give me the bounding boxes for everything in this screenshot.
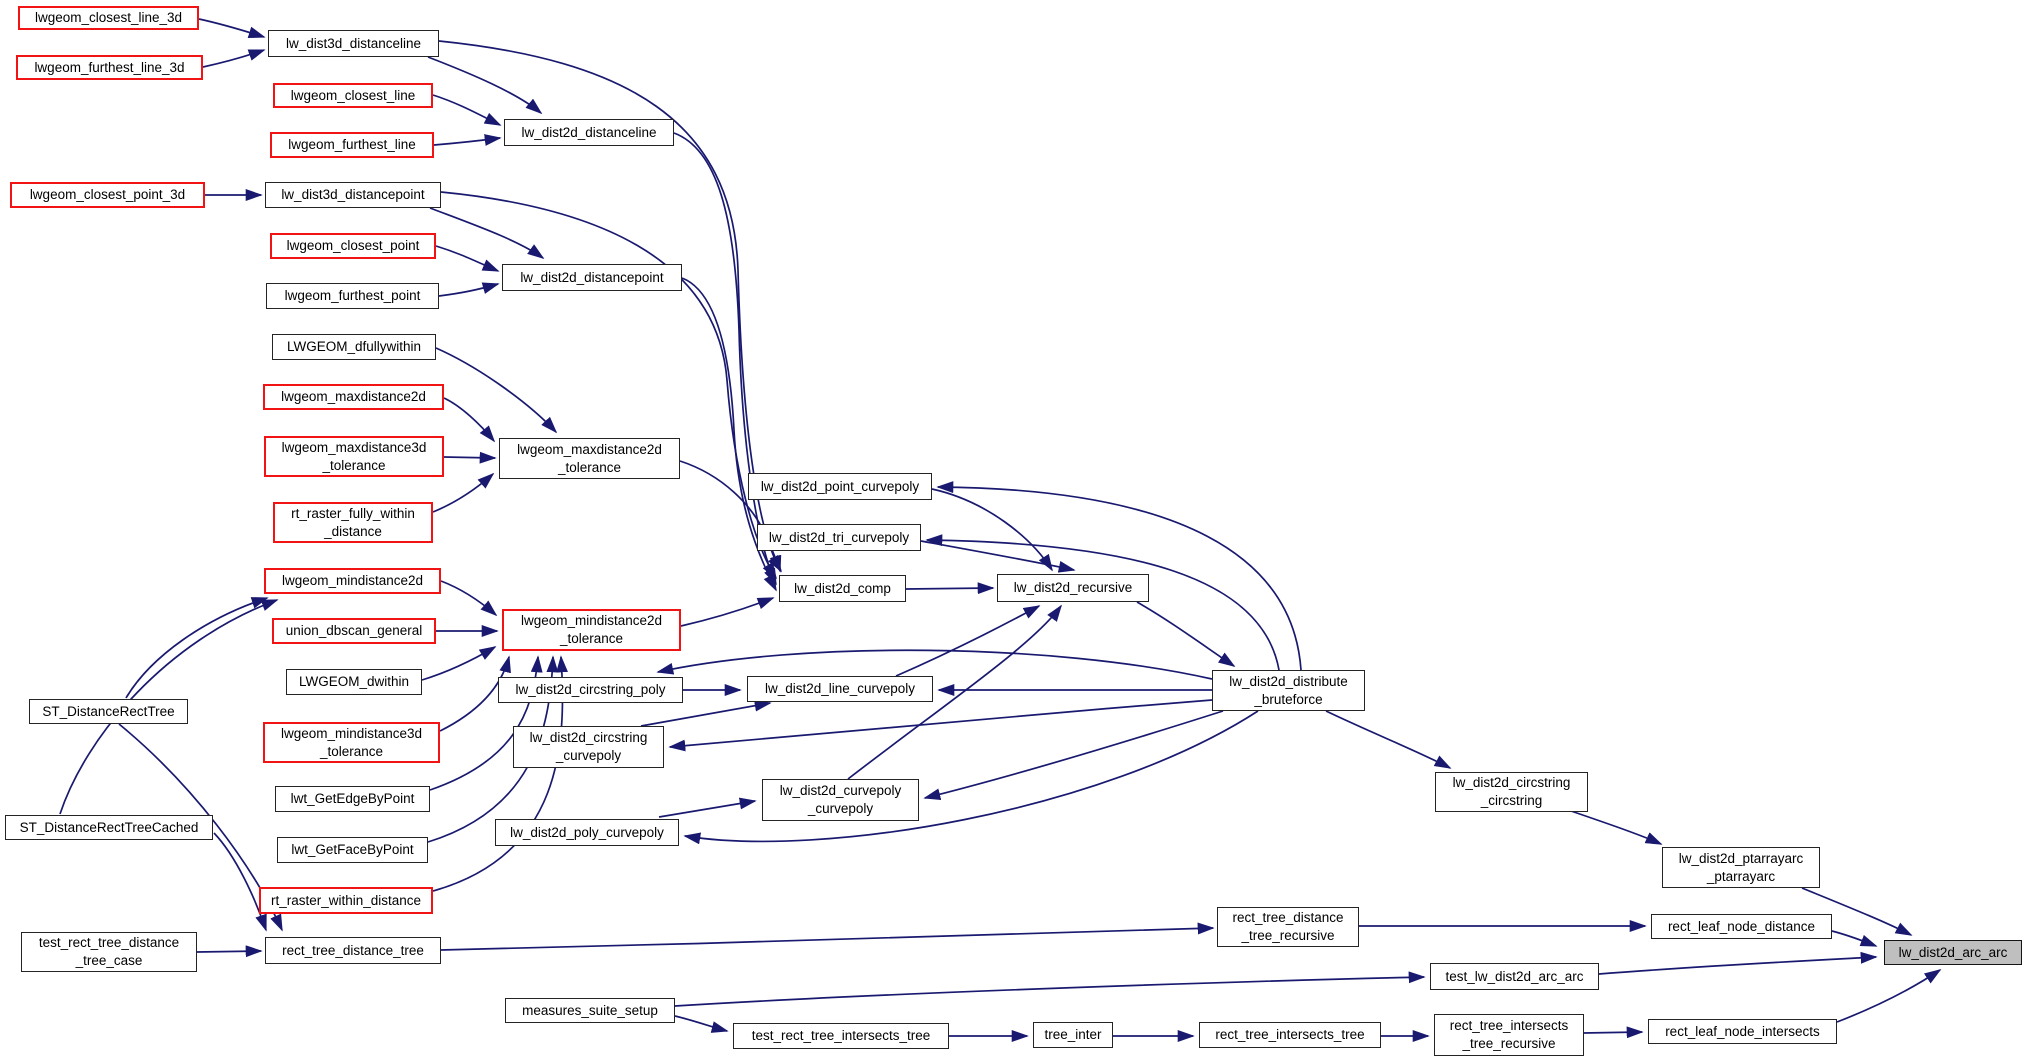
node-LWGEOM_dwithin[interactable] — [286, 669, 422, 695]
node-lwgeom_mindistance3d_tolerance[interactable] — [263, 722, 440, 763]
node-label: lw_dist2d_curvepoly — [779, 783, 902, 799]
node-label: lw_dist2d_circstring_poly — [515, 682, 666, 698]
node-lw_dist2d_circstring_circstring[interactable] — [1435, 772, 1588, 812]
node-label: rect_leaf_node_intersects — [1665, 1023, 1820, 1039]
node-label: lwgeom_closest_line_3d — [34, 10, 183, 26]
node-lwgeom_maxdistance2d[interactable] — [263, 384, 444, 410]
node-lw_dist3d_distancepoint[interactable] — [265, 182, 441, 208]
node-rect_tree_intersects_tree_recursive[interactable] — [1434, 1014, 1584, 1056]
node-tree_inter[interactable] — [1033, 1022, 1113, 1048]
node-label: measures_suite_setup — [522, 1002, 658, 1018]
node-label: lwgeom_furthest_line — [288, 137, 416, 153]
node-lw_dist2d_circstring_curvepoly[interactable] — [513, 726, 664, 768]
node-label: _ptarrayarc — [1706, 868, 1776, 884]
node-label: test_rect_tree_distance — [38, 935, 180, 951]
node-label: rect_tree_intersects — [1449, 1018, 1569, 1034]
node-label: lwt_GetFaceByPoint — [291, 842, 414, 858]
node-label: lw_dist2d_circstring — [1452, 775, 1571, 791]
node-label: LWGEOM_dwithin — [298, 674, 410, 690]
node-label: _tolerance — [322, 457, 386, 473]
node-lw_dist2d_poly_curvepoly[interactable] — [495, 819, 679, 846]
node-test_rect_tree_distance_tree_case[interactable] — [21, 932, 197, 972]
node-lw_dist2d_distanceline[interactable] — [504, 119, 674, 146]
node-label: union_dbscan_general — [285, 623, 423, 639]
node-label: ST_DistanceRectTree — [42, 703, 175, 719]
node-lw_dist2d_circstring_poly[interactable] — [498, 677, 683, 703]
node-union_dbscan_general[interactable] — [272, 618, 436, 644]
node-label: _curvepoly — [555, 748, 622, 763]
node-label: _circstring — [1480, 793, 1543, 808]
node-label: _tree_recursive — [1462, 1036, 1556, 1051]
node-lw_dist2d_arc_arc — [1884, 940, 2022, 965]
node-rect_tree_distance_tree_recursive[interactable] — [1217, 907, 1359, 947]
node-label: lw_dist2d_arc_arc — [1898, 944, 2008, 960]
node-label: lw_dist2d_point_curvepoly — [760, 478, 920, 494]
node-label: lwgeom_mindistance3d — [280, 725, 423, 741]
node-label: lw_dist2d_circstring — [529, 730, 648, 746]
node-label: lwgeom_maxdistance2d — [281, 389, 426, 405]
node-lw_dist2d_line_curvepoly[interactable] — [747, 676, 933, 702]
node-label: lwgeom_closest_point — [286, 238, 420, 254]
node-lw_dist2d_recursive[interactable] — [997, 574, 1149, 602]
node-label: lwgeom_mindistance2d — [281, 573, 424, 589]
node-lwgeom_furthest_line_3d[interactable] — [16, 55, 203, 80]
node-label: tree_inter — [1044, 1027, 1102, 1043]
node-lwgeom_mindistance2d_tolerance[interactable] — [502, 609, 681, 651]
node-label: lwgeom_maxdistance3d — [281, 439, 427, 455]
node-label: lwgeom_furthest_line_3d — [34, 59, 185, 75]
node-rt_raster_within_distance[interactable] — [259, 887, 433, 914]
node-lw_dist2d_distancepoint[interactable] — [502, 264, 682, 291]
node-label: lw_dist2d_ptarrayarc — [1678, 850, 1804, 866]
node-lw_dist3d_distanceline[interactable] — [268, 30, 439, 57]
node-measures_suite_setup[interactable] — [505, 998, 675, 1023]
node-label: lw_dist2d_recursive — [1013, 580, 1133, 596]
node-label: lw_dist2d_poly_curvepoly — [510, 824, 664, 840]
node-lwgeom_furthest_line[interactable] — [270, 132, 434, 158]
node-lwgeom_maxdistance2d_tolerance[interactable] — [499, 438, 680, 479]
node-label: lw_dist2d_distribute — [1229, 673, 1348, 689]
node-label: _tree_case — [75, 953, 143, 968]
node-lw_dist2d_curvepoly_curvepoly[interactable] — [762, 779, 919, 821]
node-rect_leaf_node_distance[interactable] — [1651, 914, 1832, 939]
node-rect_tree_intersects_tree[interactable] — [1199, 1022, 1381, 1048]
node-lwgeom_closest_point_3d[interactable] — [10, 182, 205, 208]
node-lw_dist2d_comp[interactable] — [779, 575, 906, 602]
node-lw_dist2d_tri_curvepoly[interactable] — [757, 524, 921, 551]
node-label: lw_dist3d_distanceline — [285, 35, 422, 51]
node-label: _curvepoly — [807, 801, 874, 816]
node-label: test_lw_dist2d_arc_arc — [1445, 968, 1584, 984]
node-label: lw_dist3d_distancepoint — [281, 187, 425, 203]
node-label: lwgeom_furthest_point — [284, 288, 421, 304]
node-lwgeom_closest_line_3d[interactable] — [18, 6, 199, 30]
node-lw_dist2d_point_curvepoly[interactable] — [748, 473, 932, 500]
node-test_rect_tree_intersects_tree[interactable] — [733, 1023, 949, 1049]
node-label: lw_dist2d_distancepoint — [520, 269, 664, 285]
node-lwgeom_mindistance2d[interactable] — [264, 568, 441, 594]
node-label: test_rect_tree_intersects_tree — [751, 1028, 931, 1044]
node-lwt_GetFaceByPoint[interactable] — [277, 837, 428, 863]
node-rt_raster_fully_within_distance[interactable] — [273, 502, 433, 543]
node-test_lw_dist2d_arc_arc[interactable] — [1430, 963, 1599, 990]
node-label: rect_leaf_node_distance — [1667, 918, 1816, 934]
node-label: lwgeom_closest_point_3d — [29, 187, 186, 203]
node-label: _distance — [324, 523, 382, 539]
node-lw_dist2d_ptarrayarc_ptarrayarc[interactable] — [1662, 847, 1820, 888]
node-label: lwgeom_maxdistance2d — [517, 441, 662, 457]
node-rect_leaf_node_intersects[interactable] — [1648, 1019, 1837, 1044]
node-rect_tree_distance_tree[interactable] — [265, 937, 441, 964]
node-label: rect_tree_intersects_tree — [1215, 1027, 1365, 1043]
node-LWGEOM_dfullywithin[interactable] — [272, 334, 436, 360]
node-label: LWGEOM_dfullywithin — [286, 339, 422, 355]
node-label: lwgeom_mindistance2d — [520, 613, 663, 629]
node-label: lw_dist2d_comp — [794, 580, 891, 596]
node-lwgeom_maxdistance3d_tolerance[interactable] — [264, 436, 444, 477]
node-label: rt_raster_within_distance — [270, 892, 422, 908]
node-ST_DistanceRectTree[interactable] — [29, 699, 188, 724]
node-label: rect_tree_distance_tree — [282, 942, 424, 958]
node-label: lwt_GetEdgeByPoint — [290, 791, 415, 807]
node-label: ST_DistanceRectTreeCached — [19, 819, 199, 835]
node-label: _tolerance — [559, 631, 624, 646]
node-label: _tolerance — [319, 743, 384, 759]
node-lwgeom_furthest_point[interactable] — [266, 283, 439, 309]
node-label: _bruteforce — [1254, 691, 1323, 707]
node-label: lw_dist2d_tri_curvepoly — [768, 529, 910, 545]
node-label: _tree_recursive — [1241, 928, 1335, 943]
node-lwgeom_closest_point[interactable] — [270, 233, 436, 259]
node-ST_DistanceRectTreeCached[interactable] — [5, 815, 213, 840]
node-label: _tolerance — [557, 459, 622, 475]
node-label: lw_dist2d_line_curvepoly — [764, 681, 916, 697]
node-label: rect_tree_distance — [1232, 910, 1344, 926]
node-label: lwgeom_closest_line — [290, 87, 416, 103]
node-lwgeom_closest_line[interactable] — [273, 83, 433, 108]
node-lw_dist2d_distribute_bruteforce[interactable] — [1212, 670, 1365, 711]
node-label: rt_raster_fully_within — [291, 505, 415, 521]
node-label: lw_dist2d_distanceline — [521, 124, 657, 140]
node-lwt_GetEdgeByPoint[interactable] — [275, 786, 430, 812]
